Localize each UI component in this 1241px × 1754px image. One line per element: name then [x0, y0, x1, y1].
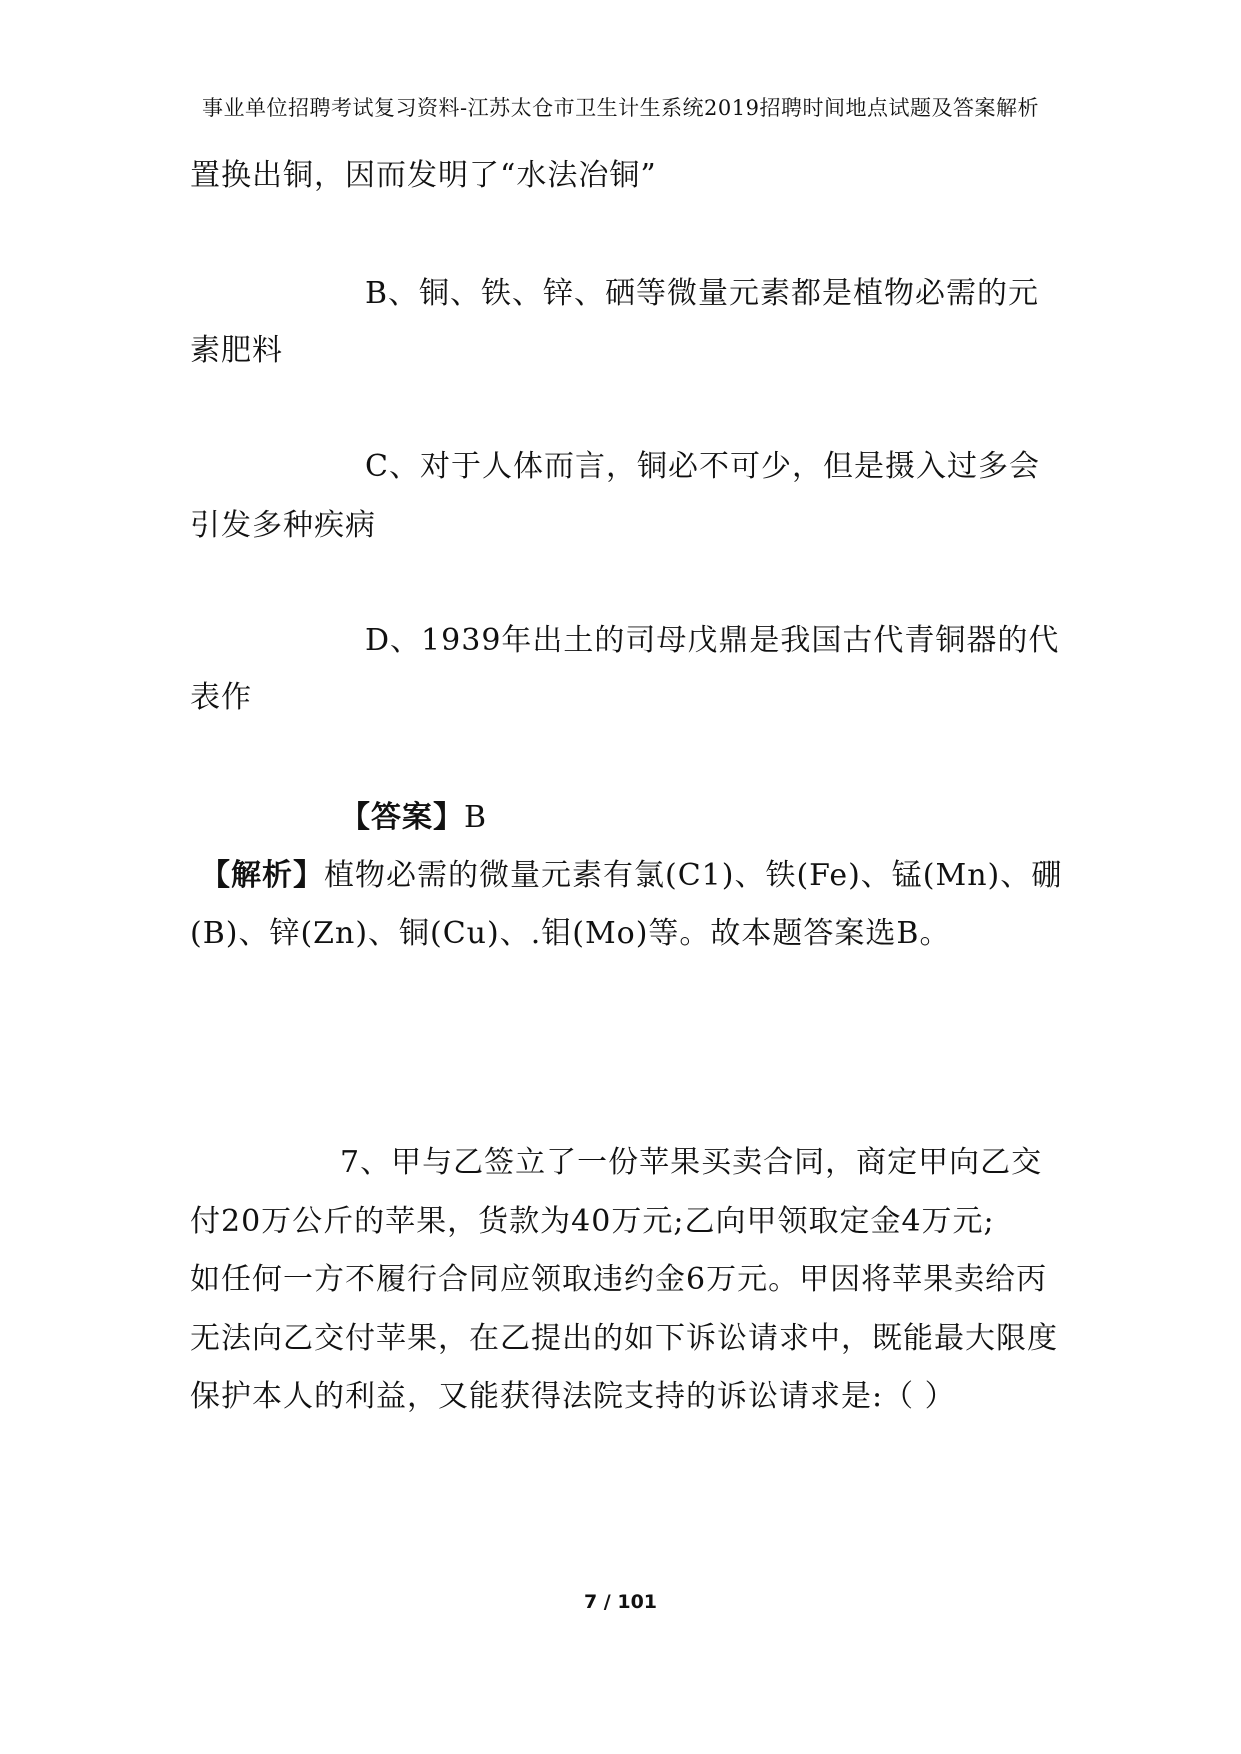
option-c-line1: C、对于人体而言，铜必不可少，但是摄入过多会 [365, 449, 1040, 484]
question7-line5: 保护本人的利益，又能获得法院支持的诉讼请求是:（ ） [190, 1379, 956, 1414]
option-a-continuation: 置换出铜，因而发明了“水法冶铜” [190, 158, 657, 193]
option-d-line1: D、1939年出土的司母戊鼎是我国古代青铜器的代 [365, 623, 1060, 658]
analysis-label: 【解析】 [200, 858, 324, 893]
analysis-line2: (B)、锌(Zn)、铜(Cu)、.钼(Mo)等。故本题答案选B。 [190, 916, 951, 951]
page-number: 7 / 101 [583, 1591, 658, 1613]
question7-line4: 无法向乙交付苹果，在乙提出的如下诉讼请求中，既能最大限度 [190, 1321, 1058, 1356]
option-b-line1: B、铜、铁、锌、硒等微量元素都是植物必需的元 [365, 276, 1040, 311]
question7-line1: 7、甲与乙签立了一份苹果买卖合同，商定甲向乙交 [340, 1145, 1043, 1180]
analysis-line1 [200, 850, 1063, 894]
page-header: 事业单位招聘考试复习资料-江苏太仓市卫生计生系统2019招聘时间地点试题及答案解析 [201, 96, 1040, 120]
answer-line [340, 792, 1200, 836]
answer-label: 【答案】 [340, 800, 464, 835]
question7-line3: 如任何一方不履行合同应领取违约金6万元。甲因将苹果卖给丙 [190, 1262, 1048, 1297]
option-c-line2: 引发多种疾病 [190, 508, 376, 543]
option-d-line2: 表作 [190, 680, 252, 715]
question7-line2: 付20万公斤的苹果，货款为40万元;乙向甲领取定金4万元; [190, 1204, 995, 1239]
answer-value: B [464, 800, 488, 835]
option-b-line2: 素肥料 [190, 333, 283, 368]
analysis-text: 植物必需的微量元素有氯(C1)、铁(Fe)、锰(Mn)、硼 [324, 858, 1063, 893]
